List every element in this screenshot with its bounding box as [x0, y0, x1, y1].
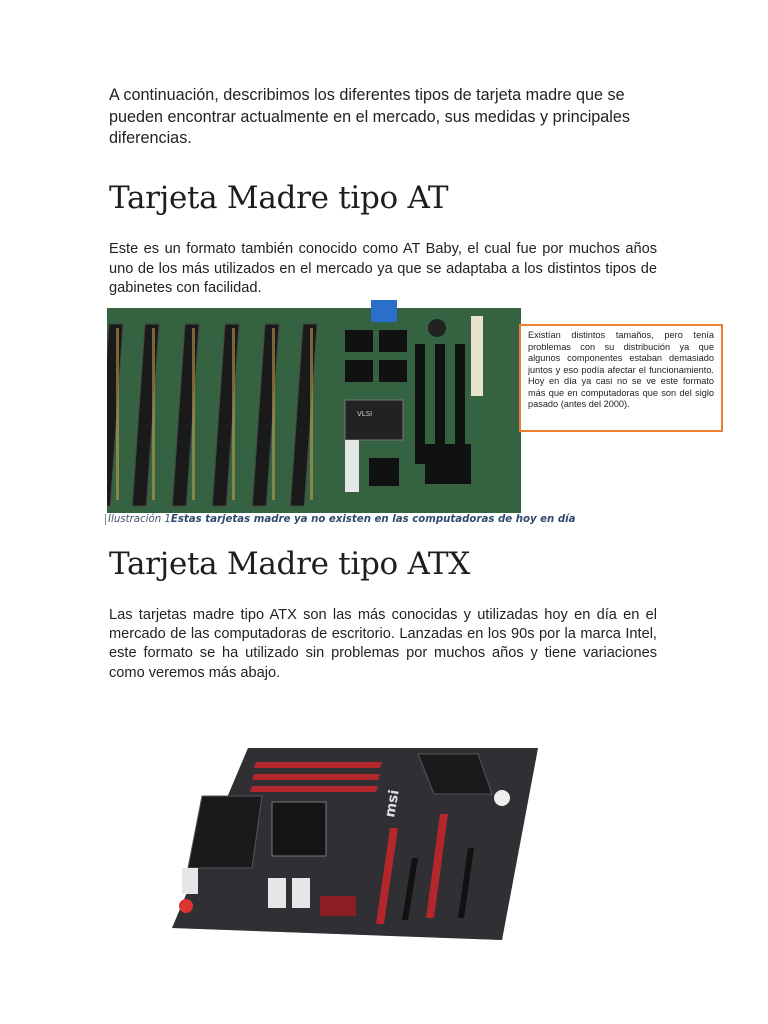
paragraph-atx: Las tarjetas madre tipo ATX son las más conocidas y utilizadas hoy en día en el mercado de las computadoras de escritorio. Lanzadas en los 90s por la marca Intel, este formato se ha utilizado sin problemas por muchos años y tiene variaciones como veremos más abajo. — [109, 607, 657, 681]
caption-text: Estas tarjetas madre ya no existen en las computadoras de hoy en día — [170, 514, 576, 525]
heading-atx: Tarjeta Madre tipo ATX — [109, 546, 470, 582]
figure-caption — [105, 514, 576, 525]
intro-paragraph: A continuación, describimos los diferentes tipos de tarjeta madre que se pueden encontrar actualmente en el mercado, sus medidas y principales diferencias. — [109, 86, 630, 147]
caption-prefix: Ilustración 1 — [108, 514, 171, 525]
heading-at: Tarjeta Madre tipo AT — [109, 180, 449, 216]
at-motherboard-image — [107, 296, 521, 513]
chip-label: VLSI — [357, 410, 373, 418]
paragraph-at: Este es un formato también conocido como AT Baby, el cual fue por muchos años uno de los más utilizados en el mercado ya que se adaptaba a los distintos tipos de gabinetes con facilidad. — [109, 241, 657, 296]
brand-label: msi — [382, 788, 403, 819]
atx-motherboard-image — [172, 718, 538, 940]
side-note-box: Existían distintos tamaños, pero tenía problemas con su distribución ya que algunos componentes estaban demasiado juntos y eso podía afectar el funcionamiento. Hoy en día ya casi no se ve este formato más que en computadoras que son del siglo pasado (antes del 2000). — [519, 324, 723, 432]
